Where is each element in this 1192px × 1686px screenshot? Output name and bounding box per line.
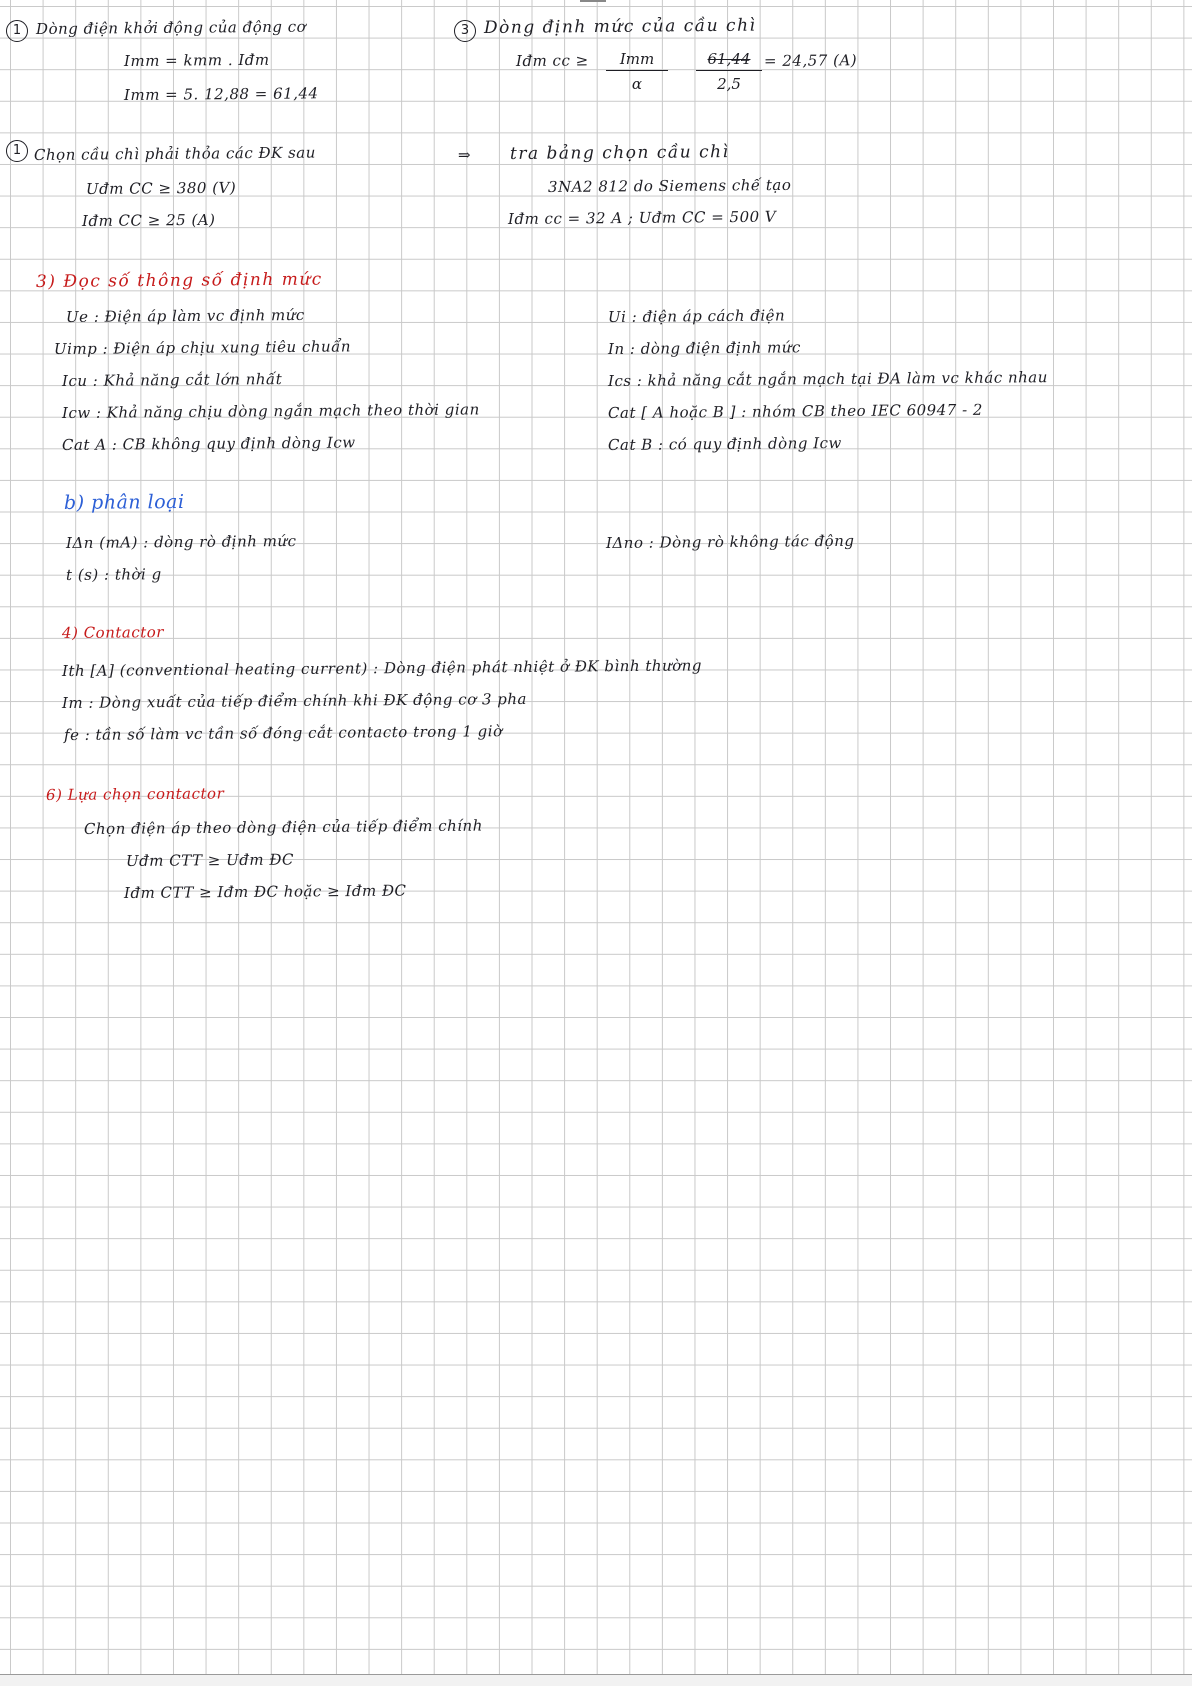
param-icu: Icu : Khả năng cắt lớn nhất — [61, 370, 283, 390]
section-1-heading: Dòng điện khởi động của động cơ — [35, 17, 307, 38]
contactor-choice-line-2: Uđm CTT ≥ Uđm ĐC — [125, 850, 295, 870]
classification-heading: b) phân loại — [63, 490, 185, 514]
rated-params-heading: 3) Đọc số thông số định mức — [35, 269, 323, 292]
fuse-condition-current: Iđm CC ≥ 25 (A) — [81, 210, 216, 230]
param-ue: Ue : Điện áp làm vc định mức — [65, 305, 305, 326]
param-ics: Ics : khả năng cắt ngắn mạch tại ĐA làm vc khác nhau — [607, 368, 1048, 390]
section-choose-fuse-number: 1 — [6, 140, 28, 162]
param-in: In : dòng điện định mức — [607, 338, 801, 358]
param-ui: Ui : điện áp cách điện — [607, 306, 786, 326]
param-cat-ab: Cat [ A hoặc B ] : nhóm CB theo IEC 60947 - 2 — [607, 400, 984, 422]
classification-time: t (s) : thời g — [65, 565, 162, 584]
section-1-formula: Imm = kmm . Iđm — [123, 50, 270, 70]
classification-idno: IΔno : Dòng rò không tác động — [605, 531, 855, 552]
section-3-heading: Dòng định mức của cầu chì — [483, 15, 757, 38]
classification-idn: IΔn (mA) : dòng rò định mức — [65, 531, 297, 552]
param-icw: Icw : Khả năng chịu dòng ngắn mạch theo thời gian — [61, 400, 480, 422]
contactor-choice-line-3: Iđm CTT ≥ Iđm ĐC hoặc ≥ Iđm ĐC — [123, 881, 407, 902]
contactor-choice-heading: 6) Lựa chọn contactor — [45, 784, 225, 804]
contactor-choice-line-1: Chọn điện áp theo dòng điện của tiếp điểm chính — [83, 816, 483, 838]
fuse-condition-voltage: Uđm CC ≥ 380 (V) — [85, 178, 237, 198]
contactor-ith: Ith [A] (conventional heating current) : Dòng điện phát nhiệt ở ĐK bình thường — [61, 656, 703, 680]
section-3-number: 3 — [454, 20, 476, 42]
section-1-calculation: Imm = 5. 12,88 = 61,44 — [123, 84, 319, 104]
section-3-lhs: Iđm cc ≥ — [515, 51, 589, 70]
fraction-1-numerator: Imm — [606, 50, 668, 71]
fraction-1-denominator: α — [631, 75, 643, 93]
fuse-result-model: 3NA2 812 do Siemens chế tạo — [547, 175, 792, 196]
contactor-fe: fe : tần số làm vc tần số đóng cắt contacto trong 1 giờ — [63, 722, 503, 744]
section-3-fraction-2 — [696, 50, 762, 93]
page-bottom-edge — [0, 1674, 1192, 1686]
param-uimp: Uimp : Điện áp chịu xung tiêu chuẩn — [53, 337, 352, 358]
contactor-heading: 4) Contactor — [61, 623, 165, 642]
contactor-im: Im : Dòng xuất của tiếp điểm chính khi ĐK động cơ 3 pha — [61, 689, 528, 712]
fraction-2-numerator: 61,44 — [696, 50, 762, 71]
section-choose-fuse-heading: Chọn cầu chì phải thỏa các ĐK sau — [33, 143, 316, 164]
implies-arrow: ⇒ — [457, 145, 472, 164]
section-1-number: 1 — [6, 20, 28, 42]
section-3-result: = 24,57 (A) — [763, 51, 858, 70]
param-cat-a: Cat A : CB không quy định dòng Icw — [61, 433, 356, 454]
fraction-2-denominator: 2,5 — [717, 75, 741, 93]
fuse-result-heading: tra bảng chọn cầu chì — [509, 142, 730, 164]
fuse-result-values: Iđm cc = 32 A ; Uđm CC = 500 V — [507, 207, 777, 228]
section-3-fraction-1 — [606, 50, 668, 93]
page-top-mark — [580, 0, 606, 2]
param-cat-b: Cat B : có quy định dòng Icw — [607, 433, 842, 454]
